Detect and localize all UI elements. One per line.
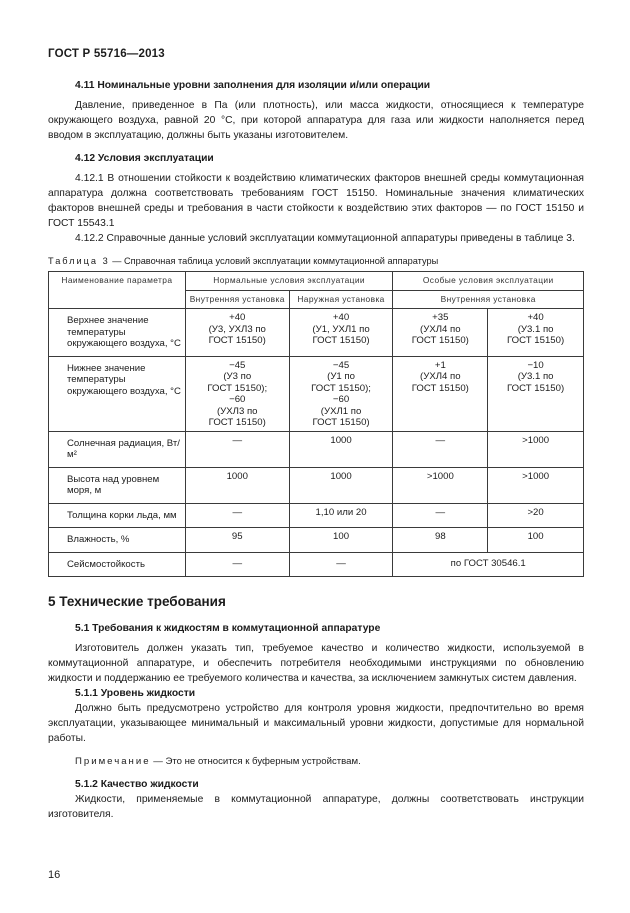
table-3-caption bbox=[48, 254, 584, 269]
table-cell-value: — bbox=[185, 431, 289, 467]
table-cell-value: 1000 bbox=[289, 467, 393, 503]
table-cell-parameter: Высота над уровнем моря, м bbox=[49, 467, 186, 503]
note bbox=[48, 754, 584, 769]
table-row bbox=[49, 503, 584, 528]
table-cell-value: +40 (У3.1 по ГОСТ 15150) bbox=[488, 309, 584, 357]
table-cell-value: — bbox=[393, 431, 488, 467]
table-row bbox=[49, 467, 584, 503]
table-cell-value: >1000 bbox=[393, 467, 488, 503]
table-cell-value: −45 (У3 по ГОСТ 15150); −60 (УХЛ3 по ГОСТ 15150) bbox=[185, 356, 289, 431]
table-3 bbox=[48, 271, 584, 577]
page-number: 16 bbox=[48, 869, 61, 881]
table-cell-parameter: Толщина корки льда, мм bbox=[49, 503, 186, 528]
table-cell-value: +1 (УХЛ4 по ГОСТ 15150) bbox=[393, 356, 488, 431]
table-cell-parameter: Сейсмостойкость bbox=[49, 552, 186, 577]
note-text: — Это не относится к буферным устройствам. bbox=[150, 756, 361, 767]
table-cell-value: 1000 bbox=[185, 467, 289, 503]
table-cell-parameter: Верхнее значение температуры окружающего воздуха, °С bbox=[49, 309, 186, 357]
table-row bbox=[49, 528, 584, 553]
table-cell-value: 98 bbox=[393, 528, 488, 553]
table-cell-value: −10 (У3.1 по ГОСТ 15150) bbox=[488, 356, 584, 431]
section-4-11-heading: 4.11 Номинальные уровни заполнения для изоляции и/или операции bbox=[75, 80, 431, 91]
table-cell-value: 100 bbox=[289, 528, 393, 553]
table-header-special-indoor: Внутренняя установка bbox=[393, 290, 584, 309]
table-cell-parameter: Солнечная радиация, Вт/м² bbox=[49, 431, 186, 467]
table-cell-parameter: Нижнее значение температуры окружающего воздуха, °С bbox=[49, 356, 186, 431]
table-cell-value: >1000 bbox=[488, 467, 584, 503]
table-cell-value: 1,10 или 20 bbox=[289, 503, 393, 528]
table-cell-value: — bbox=[185, 503, 289, 528]
section-4-11-text: Давление, приведенное в Па (или плотность), или масса жидкости, относящиеся к температуре окружающего воздуха, равной 20 °С, при которой аппаратура для газа или жидкости наполняется перед вводом в эксплуатацию, должны быть указаны изготовителем. bbox=[48, 100, 584, 141]
table-row bbox=[49, 356, 584, 431]
table-cell-value: 95 bbox=[185, 528, 289, 553]
table-header-special-conditions: Особые условия эксплуатации bbox=[393, 272, 584, 291]
document-header-code: ГОСТ Р 55716—2013 bbox=[48, 48, 165, 60]
table-cell-parameter: Влажность, % bbox=[49, 528, 186, 553]
table-cell-value: — bbox=[289, 552, 393, 577]
table-cell-value: по ГОСТ 30546.1 bbox=[393, 552, 584, 577]
table-3-caption-label: Таблица 3 bbox=[48, 256, 110, 266]
table-header-row-1 bbox=[49, 272, 584, 291]
table-cell-value: >20 bbox=[488, 503, 584, 528]
table-cell-value: — bbox=[185, 552, 289, 577]
section-5-1-text: Изготовитель должен указать тип, требуемое качество и количество жидкости, используемой в коммутационной аппаратуре, и обеспечить потребителя необходимыми инструкциями по обновлению жидкости и поддержанию ее требуемого количества и качества, за исключением замкнутых систем давления. bbox=[48, 643, 584, 684]
table-header-normal-conditions: Нормальные условия эксплуатации bbox=[185, 272, 393, 291]
section-4-12-2-text: 4.12.2 Справочные данные условий эксплуатации коммутационной аппаратуры приведены в таблице 3. bbox=[75, 233, 575, 244]
table-cell-value: >1000 bbox=[488, 431, 584, 467]
table-header-outdoor: Наружная установка bbox=[289, 290, 393, 309]
section-5-1-2-text: Жидкости, применяемые в коммутационной аппаратуре, должны соответствовать инструкции изготовителя. bbox=[48, 794, 584, 820]
section-5-1-heading: 5.1 Требования к жидкостям в коммутационной аппаратуре bbox=[75, 623, 381, 634]
table-cell-value: — bbox=[393, 503, 488, 528]
table-row bbox=[49, 431, 584, 467]
table-cell-value: +35 (УХЛ4 по ГОСТ 15150) bbox=[393, 309, 488, 357]
section-5-1-1-text: Должно быть предусмотрено устройство для контроля уровня жидкости, предпочтительно во время эксплуатации, указывающее минимальный и максимальный уровни жидкости, допустимые для нормальной работы. bbox=[48, 703, 584, 744]
table-header-indoor: Внутренняя установка bbox=[185, 290, 289, 309]
section-4-12-heading: 4.12 Условия эксплуатации bbox=[75, 153, 214, 164]
table-cell-value: 100 bbox=[488, 528, 584, 553]
table-cell-value: +40 (У3, УХЛ3 по ГОСТ 15150) bbox=[185, 309, 289, 357]
table-row bbox=[49, 309, 584, 357]
section-4-12-1-text: 4.12.1 В отношении стойкости к воздействию климатических факторов внешней среды коммутационная аппаратура должна соответствовать требованиям ГОСТ 15150. Номинальные значения климатических факторов внешней среды и требования в части стойкости к воздействию этих факторов — по ГОСТ 15150 и ГОСТ 15543.1 bbox=[48, 173, 584, 229]
table-cell-value: −45 (У1 по ГОСТ 15150); −60 (УХЛ1 по ГОСТ 15150) bbox=[289, 356, 393, 431]
table-header-parameter-name: Наименование параметра bbox=[49, 272, 186, 309]
note-label: Примечание bbox=[75, 756, 151, 767]
table-3-caption-text: — Справочная таблица условий эксплуатации коммутационной аппаратуры bbox=[109, 256, 439, 266]
table-row bbox=[49, 552, 584, 577]
section-5-1-1-heading: 5.1.1 Уровень жидкости bbox=[75, 688, 196, 699]
table-cell-value: 1000 bbox=[289, 431, 393, 467]
table-cell-value: +40 (У1, УХЛ1 по ГОСТ 15150) bbox=[289, 309, 393, 357]
section-5-1-2-heading: 5.1.2 Качество жидкости bbox=[75, 779, 199, 790]
page-content bbox=[48, 78, 584, 822]
section-5-heading: 5 Технические требования bbox=[48, 594, 226, 609]
